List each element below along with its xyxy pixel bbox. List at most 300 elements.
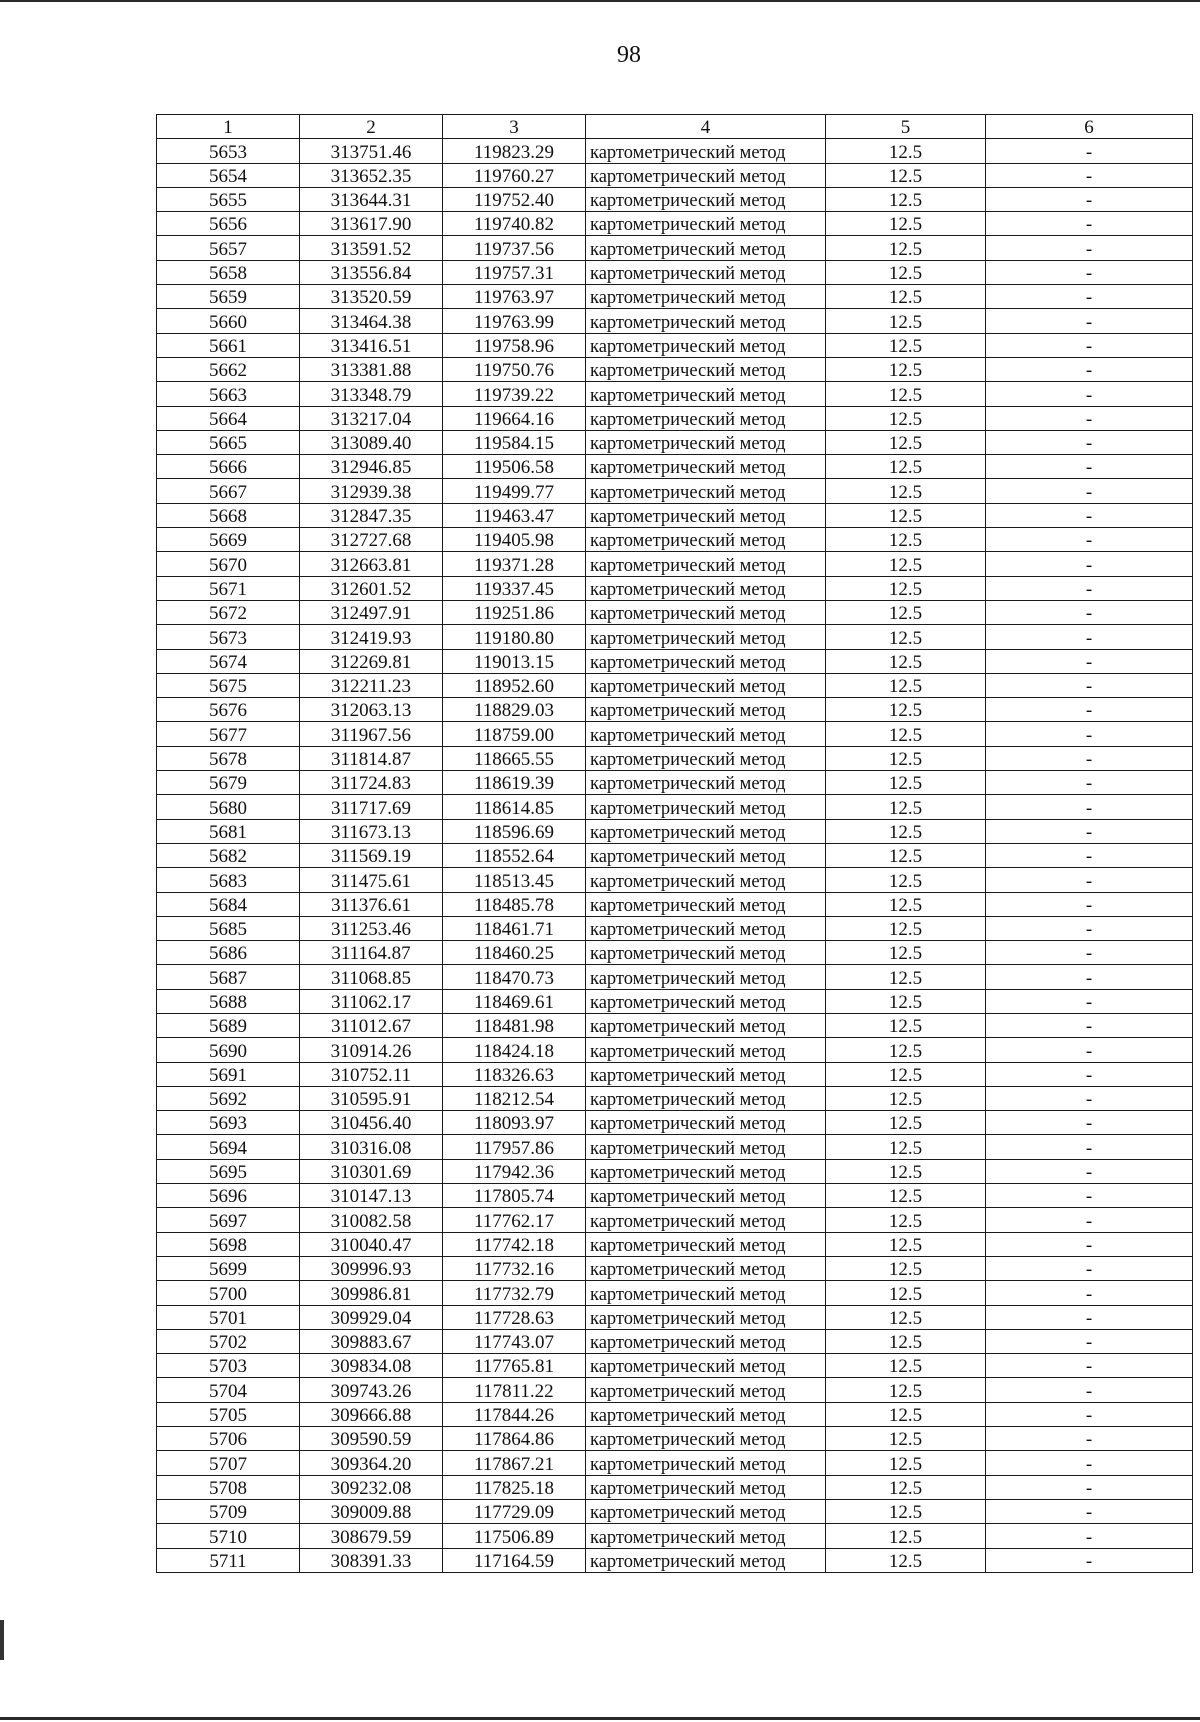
description-cell: - (986, 1402, 1193, 1426)
accuracy-cell: 12.5 (826, 698, 986, 722)
method-cell: картометрический метод (586, 1232, 826, 1256)
y-coordinate-cell: 119013.15 (443, 649, 586, 673)
method-cell: картометрический метод (586, 965, 826, 989)
method-cell: картометрический метод (586, 1281, 826, 1305)
y-coordinate-cell: 117164.59 (443, 1548, 586, 1572)
point-number-cell: 5688 (157, 989, 300, 1013)
x-coordinate-cell: 310595.91 (300, 1086, 443, 1110)
x-coordinate-cell: 312211.23 (300, 673, 443, 697)
point-number-cell: 5679 (157, 771, 300, 795)
coordinates-table (156, 114, 1193, 1573)
table-row (157, 892, 1193, 916)
method-cell: картометрический метод (586, 1256, 826, 1280)
header-col-4: 4 (586, 115, 826, 139)
description-cell: - (986, 406, 1193, 430)
description-cell: - (986, 1184, 1193, 1208)
y-coordinate-cell: 117765.81 (443, 1354, 586, 1378)
point-number-cell: 5671 (157, 576, 300, 600)
table-row (157, 868, 1193, 892)
point-number-cell: 5709 (157, 1499, 300, 1523)
description-cell: - (986, 989, 1193, 1013)
method-cell: картометрический метод (586, 333, 826, 357)
point-number-cell: 5667 (157, 479, 300, 503)
description-cell: - (986, 771, 1193, 795)
x-coordinate-cell: 309996.93 (300, 1256, 443, 1280)
description-cell: - (986, 552, 1193, 576)
y-coordinate-cell: 119463.47 (443, 503, 586, 527)
table-row (157, 236, 1193, 260)
accuracy-cell: 12.5 (826, 552, 986, 576)
table-row (157, 503, 1193, 527)
y-coordinate-cell: 119760.27 (443, 163, 586, 187)
x-coordinate-cell: 313464.38 (300, 309, 443, 333)
accuracy-cell: 12.5 (826, 649, 986, 673)
y-coordinate-cell: 117844.26 (443, 1402, 586, 1426)
x-coordinate-cell: 309590.59 (300, 1427, 443, 1451)
table-row (157, 528, 1193, 552)
description-cell: - (986, 625, 1193, 649)
y-coordinate-cell: 117762.17 (443, 1208, 586, 1232)
table-row (157, 552, 1193, 576)
accuracy-cell: 12.5 (826, 260, 986, 284)
description-cell: - (986, 1135, 1193, 1159)
point-number-cell: 5690 (157, 1038, 300, 1062)
y-coordinate-cell: 118759.00 (443, 722, 586, 746)
description-cell: - (986, 1451, 1193, 1475)
method-cell: картометрический метод (586, 892, 826, 916)
accuracy-cell: 12.5 (826, 1159, 986, 1183)
method-cell: картометрический метод (586, 1451, 826, 1475)
x-coordinate-cell: 311253.46 (300, 916, 443, 940)
point-number-cell: 5691 (157, 1062, 300, 1086)
y-coordinate-cell: 119763.99 (443, 309, 586, 333)
point-number-cell: 5701 (157, 1305, 300, 1329)
x-coordinate-cell: 311475.61 (300, 868, 443, 892)
x-coordinate-cell: 312847.35 (300, 503, 443, 527)
point-number-cell: 5659 (157, 285, 300, 309)
point-number-cell: 5705 (157, 1402, 300, 1426)
x-coordinate-cell: 308679.59 (300, 1524, 443, 1548)
y-coordinate-cell: 117729.09 (443, 1499, 586, 1523)
y-coordinate-cell: 118552.64 (443, 843, 586, 867)
x-coordinate-cell: 313556.84 (300, 260, 443, 284)
header-col-3: 3 (443, 115, 586, 139)
method-cell: картометрический метод (586, 1086, 826, 1110)
table-row (157, 819, 1193, 843)
method-cell: картометрический метод (586, 309, 826, 333)
table-row (157, 698, 1193, 722)
description-cell: - (986, 868, 1193, 892)
x-coordinate-cell: 312601.52 (300, 576, 443, 600)
table-row (157, 965, 1193, 989)
point-number-cell: 5655 (157, 187, 300, 211)
accuracy-cell: 12.5 (826, 868, 986, 892)
table-row (157, 916, 1193, 940)
accuracy-cell: 12.5 (826, 1062, 986, 1086)
accuracy-cell: 12.5 (826, 771, 986, 795)
x-coordinate-cell: 313217.04 (300, 406, 443, 430)
accuracy-cell: 12.5 (826, 1256, 986, 1280)
point-number-cell: 5677 (157, 722, 300, 746)
table-row (157, 1062, 1193, 1086)
x-coordinate-cell: 312939.38 (300, 479, 443, 503)
accuracy-cell: 12.5 (826, 1499, 986, 1523)
y-coordinate-cell: 119750.76 (443, 357, 586, 381)
method-cell: картометрический метод (586, 625, 826, 649)
description-cell: - (986, 479, 1193, 503)
y-coordinate-cell: 119757.31 (443, 260, 586, 284)
page-number: 98 (617, 42, 641, 68)
y-coordinate-cell: 118619.39 (443, 771, 586, 795)
y-coordinate-cell: 118469.61 (443, 989, 586, 1013)
table-row (157, 989, 1193, 1013)
x-coordinate-cell: 311814.87 (300, 746, 443, 770)
description-cell: - (986, 649, 1193, 673)
point-number-cell: 5689 (157, 1013, 300, 1037)
method-cell: картометрический метод (586, 1159, 826, 1183)
accuracy-cell: 12.5 (826, 1378, 986, 1402)
accuracy-cell: 12.5 (826, 309, 986, 333)
description-cell: - (986, 1354, 1193, 1378)
accuracy-cell: 12.5 (826, 357, 986, 381)
point-number-cell: 5700 (157, 1281, 300, 1305)
accuracy-cell: 12.5 (826, 1329, 986, 1353)
x-coordinate-cell: 310752.11 (300, 1062, 443, 1086)
accuracy-cell: 12.5 (826, 722, 986, 746)
description-cell: - (986, 357, 1193, 381)
header-col-6: 6 (986, 115, 1193, 139)
y-coordinate-cell: 118952.60 (443, 673, 586, 697)
y-coordinate-cell: 118093.97 (443, 1111, 586, 1135)
table-row (157, 333, 1193, 357)
accuracy-cell: 12.5 (826, 406, 986, 430)
y-coordinate-cell: 119763.97 (443, 285, 586, 309)
x-coordinate-cell: 310147.13 (300, 1184, 443, 1208)
point-number-cell: 5699 (157, 1256, 300, 1280)
method-cell: картометрический метод (586, 503, 826, 527)
x-coordinate-cell: 309986.81 (300, 1281, 443, 1305)
x-coordinate-cell: 311062.17 (300, 989, 443, 1013)
y-coordinate-cell: 119752.40 (443, 187, 586, 211)
x-coordinate-cell: 311164.87 (300, 941, 443, 965)
x-coordinate-cell: 309883.67 (300, 1329, 443, 1353)
y-coordinate-cell: 117742.18 (443, 1232, 586, 1256)
method-cell: картометрический метод (586, 163, 826, 187)
table-row (157, 382, 1193, 406)
description-cell: - (986, 528, 1193, 552)
y-coordinate-cell: 118485.78 (443, 892, 586, 916)
description-cell: - (986, 965, 1193, 989)
header-col-2: 2 (300, 115, 443, 139)
y-coordinate-cell: 119499.77 (443, 479, 586, 503)
table-row (157, 455, 1193, 479)
point-number-cell: 5707 (157, 1451, 300, 1475)
y-coordinate-cell: 119371.28 (443, 552, 586, 576)
point-number-cell: 5708 (157, 1475, 300, 1499)
accuracy-cell: 12.5 (826, 528, 986, 552)
accuracy-cell: 12.5 (826, 479, 986, 503)
accuracy-cell: 12.5 (826, 600, 986, 624)
description-cell: - (986, 503, 1193, 527)
table-row (157, 1281, 1193, 1305)
accuracy-cell: 12.5 (826, 163, 986, 187)
method-cell: картометрический метод (586, 382, 826, 406)
description-cell: - (986, 941, 1193, 965)
accuracy-cell: 12.5 (826, 916, 986, 940)
x-coordinate-cell: 309743.26 (300, 1378, 443, 1402)
point-number-cell: 5661 (157, 333, 300, 357)
method-cell: картометрический метод (586, 1329, 826, 1353)
x-coordinate-cell: 310040.47 (300, 1232, 443, 1256)
accuracy-cell: 12.5 (826, 1111, 986, 1135)
x-coordinate-cell: 313348.79 (300, 382, 443, 406)
accuracy-cell: 12.5 (826, 285, 986, 309)
table-header-row (157, 115, 1193, 139)
description-cell: - (986, 1427, 1193, 1451)
description-cell: - (986, 1329, 1193, 1353)
table-row (157, 1038, 1193, 1062)
accuracy-cell: 12.5 (826, 625, 986, 649)
method-cell: картометрический метод (586, 916, 826, 940)
y-coordinate-cell: 117864.86 (443, 1427, 586, 1451)
method-cell: картометрический метод (586, 600, 826, 624)
point-number-cell: 5702 (157, 1329, 300, 1353)
header-col-5: 5 (826, 115, 986, 139)
accuracy-cell: 12.5 (826, 187, 986, 211)
description-cell: - (986, 455, 1193, 479)
accuracy-cell: 12.5 (826, 1184, 986, 1208)
point-number-cell: 5657 (157, 236, 300, 260)
table-row (157, 1159, 1193, 1183)
y-coordinate-cell: 119737.56 (443, 236, 586, 260)
x-coordinate-cell: 308391.33 (300, 1548, 443, 1572)
y-coordinate-cell: 117732.16 (443, 1256, 586, 1280)
point-number-cell: 5710 (157, 1524, 300, 1548)
table-row (157, 722, 1193, 746)
method-cell: картометрический метод (586, 746, 826, 770)
method-cell: картометрический метод (586, 528, 826, 552)
description-cell: - (986, 1524, 1193, 1548)
point-number-cell: 5687 (157, 965, 300, 989)
accuracy-cell: 12.5 (826, 1086, 986, 1110)
y-coordinate-cell: 117942.36 (443, 1159, 586, 1183)
point-number-cell: 5685 (157, 916, 300, 940)
y-coordinate-cell: 118470.73 (443, 965, 586, 989)
y-coordinate-cell: 119664.16 (443, 406, 586, 430)
point-number-cell: 5653 (157, 139, 300, 163)
x-coordinate-cell: 313520.59 (300, 285, 443, 309)
accuracy-cell: 12.5 (826, 1013, 986, 1037)
x-coordinate-cell: 309364.20 (300, 1451, 443, 1475)
accuracy-cell: 12.5 (826, 503, 986, 527)
x-coordinate-cell: 310082.58 (300, 1208, 443, 1232)
point-number-cell: 5660 (157, 309, 300, 333)
x-coordinate-cell: 309666.88 (300, 1402, 443, 1426)
table-row (157, 1111, 1193, 1135)
method-cell: картометрический метод (586, 455, 826, 479)
point-number-cell: 5711 (157, 1548, 300, 1572)
method-cell: картометрический метод (586, 698, 826, 722)
accuracy-cell: 12.5 (826, 819, 986, 843)
y-coordinate-cell: 119584.15 (443, 430, 586, 454)
description-cell: - (986, 892, 1193, 916)
y-coordinate-cell: 117805.74 (443, 1184, 586, 1208)
accuracy-cell: 12.5 (826, 892, 986, 916)
description-cell: - (986, 260, 1193, 284)
description-cell: - (986, 1281, 1193, 1305)
point-number-cell: 5681 (157, 819, 300, 843)
description-cell: - (986, 673, 1193, 697)
x-coordinate-cell: 309834.08 (300, 1354, 443, 1378)
table-row (157, 795, 1193, 819)
method-cell: картометрический метод (586, 357, 826, 381)
accuracy-cell: 12.5 (826, 1038, 986, 1062)
method-cell: картометрический метод (586, 1208, 826, 1232)
description-cell: - (986, 430, 1193, 454)
table-row (157, 1013, 1193, 1037)
description-cell: - (986, 576, 1193, 600)
method-cell: картометрический метод (586, 1378, 826, 1402)
description-cell: - (986, 163, 1193, 187)
scan-margin-mark (0, 1620, 4, 1660)
y-coordinate-cell: 118424.18 (443, 1038, 586, 1062)
accuracy-cell: 12.5 (826, 1281, 986, 1305)
y-coordinate-cell: 118596.69 (443, 819, 586, 843)
method-cell: картометрический метод (586, 1548, 826, 1572)
method-cell: картометрический метод (586, 1038, 826, 1062)
table-row (157, 1256, 1193, 1280)
table-row (157, 1451, 1193, 1475)
point-number-cell: 5678 (157, 746, 300, 770)
header-col-1: 1 (157, 115, 300, 139)
accuracy-cell: 12.5 (826, 1427, 986, 1451)
point-number-cell: 5682 (157, 843, 300, 867)
description-cell: - (986, 1475, 1193, 1499)
method-cell: картометрический метод (586, 989, 826, 1013)
method-cell: картометрический метод (586, 1184, 826, 1208)
point-number-cell: 5664 (157, 406, 300, 430)
x-coordinate-cell: 309009.88 (300, 1499, 443, 1523)
description-cell: - (986, 843, 1193, 867)
method-cell: картометрический метод (586, 139, 826, 163)
x-coordinate-cell: 310914.26 (300, 1038, 443, 1062)
table-row (157, 1548, 1193, 1572)
point-number-cell: 5698 (157, 1232, 300, 1256)
accuracy-cell: 12.5 (826, 382, 986, 406)
point-number-cell: 5673 (157, 625, 300, 649)
y-coordinate-cell: 119251.86 (443, 600, 586, 624)
table-row (157, 625, 1193, 649)
description-cell: - (986, 187, 1193, 211)
description-cell: - (986, 1062, 1193, 1086)
y-coordinate-cell: 119337.45 (443, 576, 586, 600)
method-cell: картометрический метод (586, 212, 826, 236)
description-cell: - (986, 1232, 1193, 1256)
description-cell: - (986, 1038, 1193, 1062)
x-coordinate-cell: 313652.35 (300, 163, 443, 187)
table-row (157, 1184, 1193, 1208)
y-coordinate-cell: 119758.96 (443, 333, 586, 357)
accuracy-cell: 12.5 (826, 1135, 986, 1159)
y-coordinate-cell: 117867.21 (443, 1451, 586, 1475)
description-cell: - (986, 1305, 1193, 1329)
table-row (157, 1305, 1193, 1329)
method-cell: картометрический метод (586, 576, 826, 600)
description-cell: - (986, 309, 1193, 333)
x-coordinate-cell: 312663.81 (300, 552, 443, 576)
point-number-cell: 5695 (157, 1159, 300, 1183)
table-row (157, 479, 1193, 503)
top-scan-rule (0, 0, 1200, 2)
point-number-cell: 5665 (157, 430, 300, 454)
table-row (157, 746, 1193, 770)
bottom-scan-rule (0, 1717, 1200, 1720)
table-row (157, 1402, 1193, 1426)
point-number-cell: 5703 (157, 1354, 300, 1378)
point-number-cell: 5686 (157, 941, 300, 965)
x-coordinate-cell: 310456.40 (300, 1111, 443, 1135)
accuracy-cell: 12.5 (826, 673, 986, 697)
description-cell: - (986, 1208, 1193, 1232)
accuracy-cell: 12.5 (826, 941, 986, 965)
y-coordinate-cell: 119405.98 (443, 528, 586, 552)
x-coordinate-cell: 311068.85 (300, 965, 443, 989)
y-coordinate-cell: 118665.55 (443, 746, 586, 770)
x-coordinate-cell: 313591.52 (300, 236, 443, 260)
x-coordinate-cell: 312419.93 (300, 625, 443, 649)
accuracy-cell: 12.5 (826, 795, 986, 819)
x-coordinate-cell: 312269.81 (300, 649, 443, 673)
point-number-cell: 5669 (157, 528, 300, 552)
accuracy-cell: 12.5 (826, 455, 986, 479)
table-row (157, 600, 1193, 624)
description-cell: - (986, 819, 1193, 843)
point-number-cell: 5656 (157, 212, 300, 236)
accuracy-cell: 12.5 (826, 1402, 986, 1426)
y-coordinate-cell: 118212.54 (443, 1086, 586, 1110)
method-cell: картометрический метод (586, 819, 826, 843)
table-row (157, 212, 1193, 236)
table-row (157, 1427, 1193, 1451)
table-row (157, 406, 1193, 430)
accuracy-cell: 12.5 (826, 1451, 986, 1475)
table-row (157, 1354, 1193, 1378)
x-coordinate-cell: 312946.85 (300, 455, 443, 479)
accuracy-cell: 12.5 (826, 1305, 986, 1329)
y-coordinate-cell: 117728.63 (443, 1305, 586, 1329)
table-row (157, 285, 1193, 309)
description-cell: - (986, 795, 1193, 819)
table-row (157, 1086, 1193, 1110)
point-number-cell: 5696 (157, 1184, 300, 1208)
accuracy-cell: 12.5 (826, 1475, 986, 1499)
description-cell: - (986, 1548, 1193, 1572)
method-cell: картометрический метод (586, 1475, 826, 1499)
point-number-cell: 5676 (157, 698, 300, 722)
table-row (157, 771, 1193, 795)
table-row (157, 357, 1193, 381)
method-cell: картометрический метод (586, 236, 826, 260)
y-coordinate-cell: 118481.98 (443, 1013, 586, 1037)
method-cell: картометрический метод (586, 1305, 826, 1329)
accuracy-cell: 12.5 (826, 1232, 986, 1256)
table-row (157, 430, 1193, 454)
x-coordinate-cell: 311724.83 (300, 771, 443, 795)
x-coordinate-cell: 313381.88 (300, 357, 443, 381)
y-coordinate-cell: 118513.45 (443, 868, 586, 892)
description-cell: - (986, 139, 1193, 163)
accuracy-cell: 12.5 (826, 1524, 986, 1548)
